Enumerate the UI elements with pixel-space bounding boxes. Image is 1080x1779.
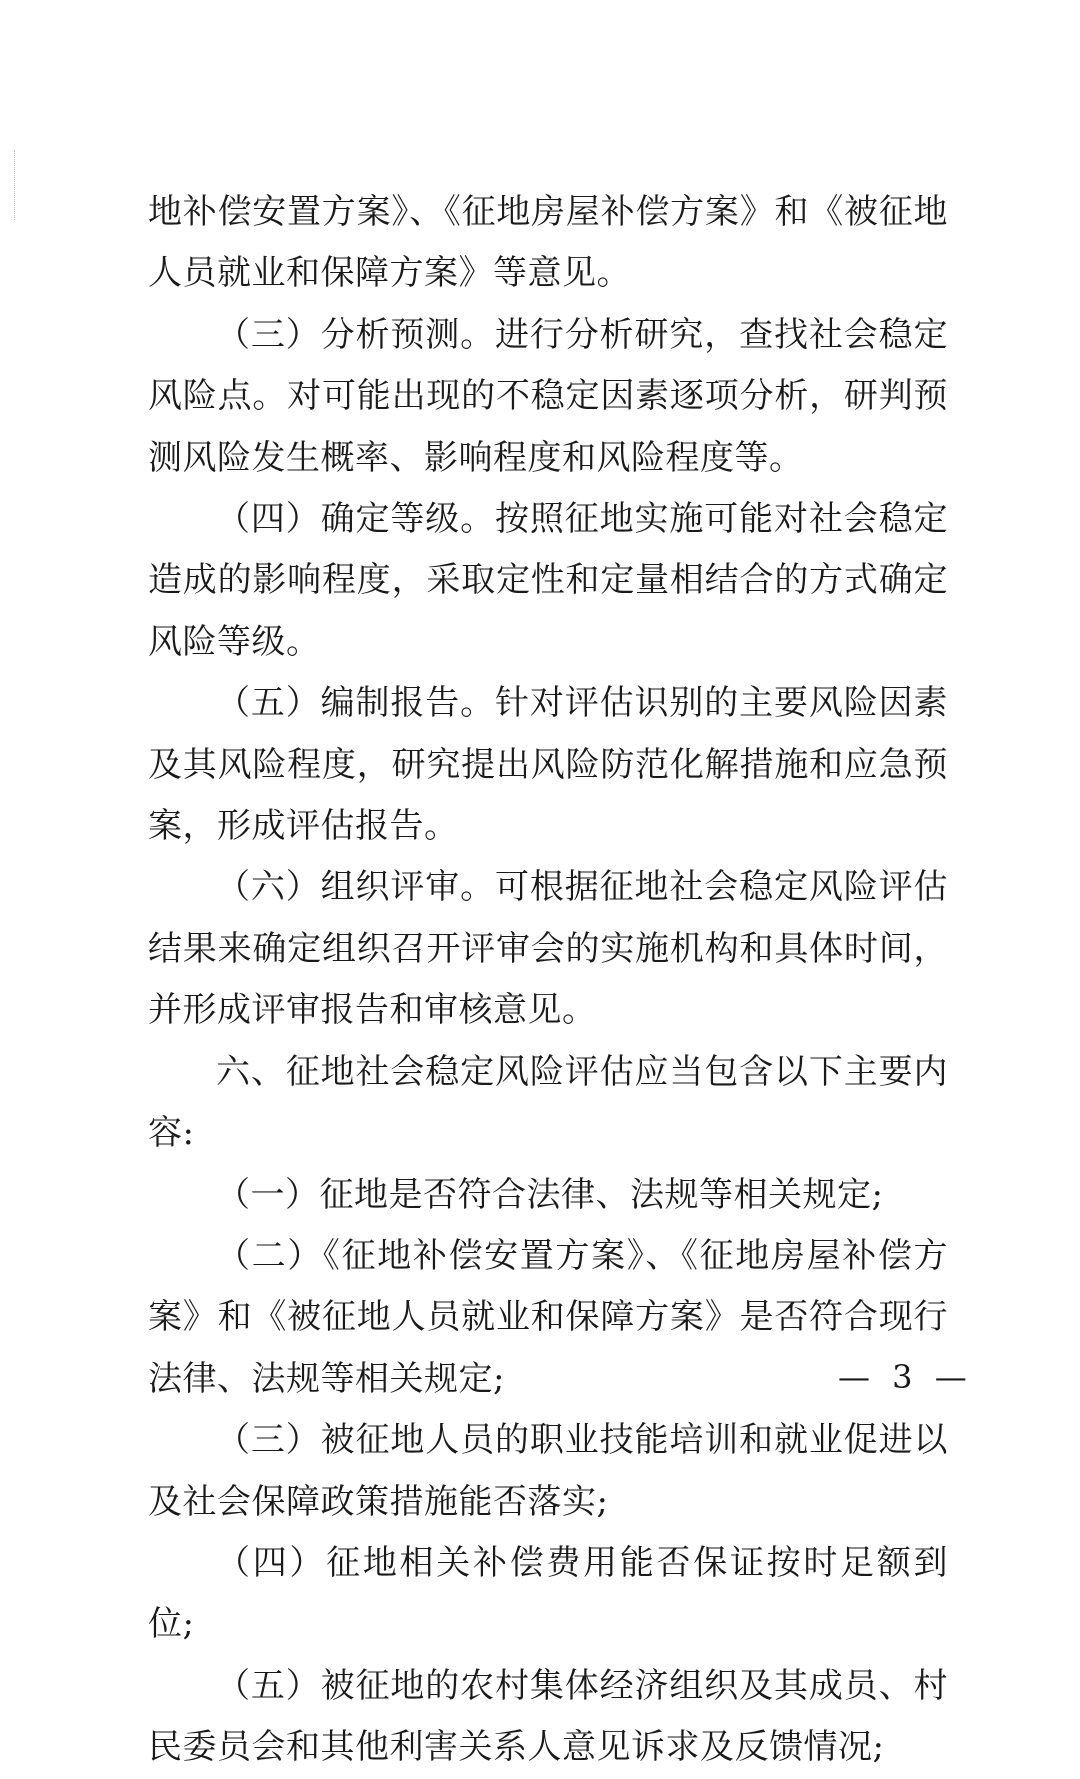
paragraph: （四）确定等级。按照征地实施可能对社会稳定造成的影响程度，采取定性和定量相结合的方式确定风险等级。 <box>148 499 948 662</box>
paragraph: （三）被征地人员的职业技能培训和就业促进以及社会保障政策措施能否落实; <box>148 1420 948 1522</box>
binding-margin-mark <box>14 150 17 220</box>
paragraph: 地补偿安置方案》、《征地房屋补偿方案》和《被征地人员就业和保障方案》等意见。 <box>148 192 948 294</box>
body-text <box>148 182 948 1779</box>
paragraph: （五）被征地的农村集体经济组织及其成员、村民委员会和其他利害关系人意见诉求及反馈情况; <box>148 1665 948 1768</box>
paragraph: （三）分析预测。进行分析研究，查找社会稳定风险点。对可能出现的不稳定因素逐项分析，研判预测风险发生概率、影响程度和风险程度等。 <box>148 314 948 478</box>
paragraph: （一）征地是否符合法律、法规等相关规定; <box>216 1174 884 1215</box>
paragraph: 六、征地社会稳定风险评估应当包含以下主要内容: <box>148 1051 948 1154</box>
paragraph: （五）编制报告。针对评估识别的主要风险因素及其风险程度，研究提出风险防范化解措施和应急预案，形成评估报告。 <box>148 683 948 847</box>
paragraph: （二）《征地补偿安置方案》、《征地房屋补偿方案》和《被征地人员就业和保障方案》是否符合现行法律、法规等相关规定; <box>148 1235 948 1399</box>
page-number: — 3 — <box>838 1358 973 1396</box>
paragraph: （四）征地相关补偿费用能否保证按时足额到位; <box>148 1542 948 1645</box>
paragraph: （六）组织评审。可根据征地社会稳定风险评估结果来确定组织召开评审会的实施机构和具体时间，并形成评审报告和审核意见。 <box>148 867 948 1031</box>
